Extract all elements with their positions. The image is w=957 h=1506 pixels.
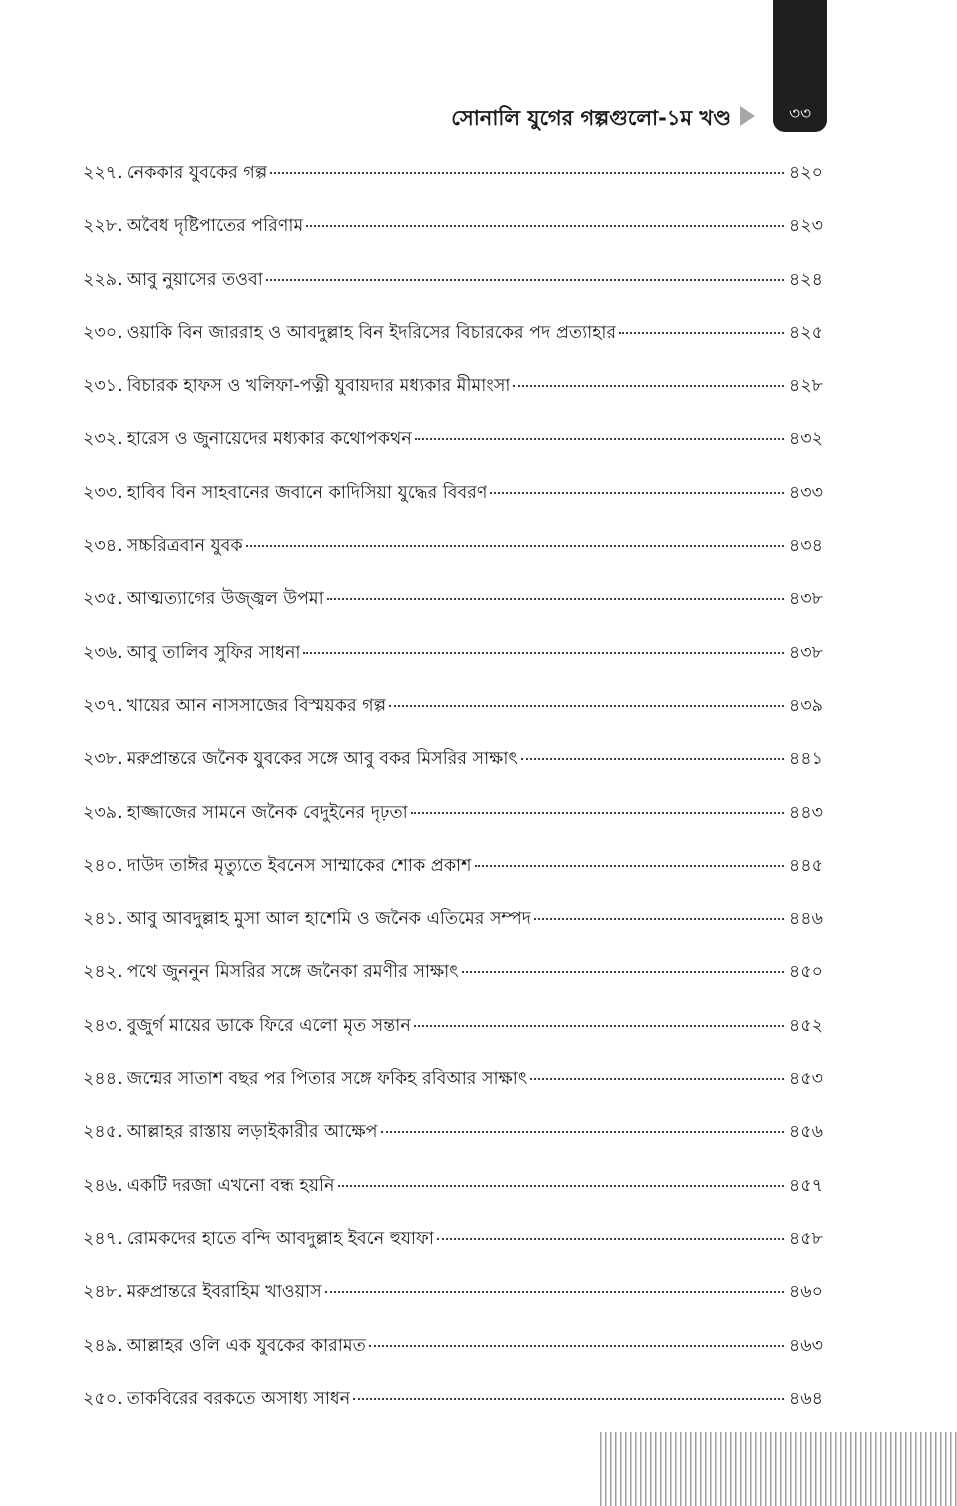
dot-leader — [513, 385, 783, 387]
table-of-contents — [83, 158, 823, 1437]
dot-leader — [246, 545, 784, 547]
dot-leader — [270, 172, 784, 174]
page-number-tab — [773, 0, 827, 132]
toc-entry — [83, 744, 823, 797]
toc-entry-page: ৪৫৩ — [788, 1069, 823, 1090]
toc-entry-title: বিচারক হাফস ও খলিফা-পত্নী যুবায়দার মধ্যকার মীমাংসা — [126, 376, 511, 397]
toc-entry-title: বুজুর্গ মায়ের ডাকে ফিরে এলো মৃত সন্তান — [126, 1015, 411, 1036]
toc-entry-number: ২৪১. — [83, 909, 123, 930]
toc-entry-title: ওয়াকি বিন জাররাহ ও আবদুল্লাহ বিন ইদরিসের বিচারকের পদ প্রত্যাহার — [126, 322, 617, 343]
toc-entry — [83, 265, 823, 318]
toc-entry-number: ২৪৭. — [83, 1228, 123, 1249]
dot-leader — [306, 225, 784, 227]
toc-entry-page: ৪৬০ — [788, 1282, 823, 1303]
toc-entry-page: ৪৩২ — [788, 429, 823, 450]
toc-entry-number: ২৩৯. — [83, 802, 123, 823]
toc-entry-number: ২৩১. — [83, 376, 123, 397]
toc-entry-number: ২২৯. — [83, 269, 123, 290]
toc-entry-title: আবু তালিব সুফির সাধনা — [126, 642, 301, 663]
dot-leader — [266, 279, 784, 281]
toc-entry — [83, 318, 823, 371]
toc-entry-page: ৪৩৮ — [788, 642, 823, 663]
toc-entry-number: ২২৮. — [83, 216, 123, 237]
toc-entry — [83, 1224, 823, 1277]
toc-entry-page: ৪৫২ — [788, 1015, 823, 1036]
toc-entry-page: ৪৫৭ — [788, 1175, 823, 1196]
toc-entry-title: তাকবিরের বরকতে অসাধ্য সাধন — [126, 1388, 351, 1409]
toc-entry-page: ৪৬৪ — [788, 1388, 823, 1409]
dot-leader — [534, 918, 784, 920]
toc-entry-title: নেককার যুবকের গল্প — [126, 163, 268, 183]
toc-entry-page: ৪৪৫ — [788, 855, 823, 876]
dot-leader — [530, 1078, 784, 1080]
dot-leader — [411, 812, 784, 814]
play-arrow-icon — [740, 106, 755, 126]
toc-entry-title: আবু নুয়াসের তওবা — [126, 269, 263, 290]
toc-entry — [83, 584, 823, 637]
page-number: ৩৩ — [788, 104, 812, 124]
toc-entry-page: ৪৬৩ — [788, 1335, 823, 1356]
toc-entry — [83, 638, 823, 691]
toc-entry — [83, 1171, 823, 1224]
toc-entry-page: ৪৩৯ — [788, 695, 823, 716]
toc-entry-page: ৪২৩ — [788, 216, 823, 237]
toc-entry — [83, 531, 823, 584]
toc-entry-number: ২৩৩. — [83, 482, 123, 503]
toc-entry — [83, 1277, 823, 1330]
toc-entry-title: পথে জুননুন মিসরির সঙ্গে জনৈকা রমণীর সাক্ষাৎ — [126, 962, 459, 983]
toc-entry-title: হাজ্জাজের সামনে জনৈক বেদুইনের দৃঢ়তা — [126, 802, 408, 823]
toc-entry — [83, 904, 823, 957]
toc-entry-number: ২৪২. — [83, 962, 123, 983]
toc-entry-number: ২৪৯. — [83, 1335, 123, 1356]
toc-entry-number: ২৪০. — [83, 855, 123, 876]
toc-entry — [83, 158, 823, 211]
dot-leader — [414, 1025, 784, 1027]
toc-entry-title: দাউদ তাঈর মৃত্যুতে ইবনেস সাম্মাকের শোক প্রকাশ — [126, 855, 472, 876]
toc-entry-title: একটি দরজা এখনো বন্ধ হয়নি — [126, 1175, 335, 1196]
toc-entry-number: ২৪৩. — [83, 1015, 123, 1036]
toc-entry-title: আল্লাহর রাস্তায় লড়াইকারীর আক্ষেপ — [126, 1122, 378, 1143]
toc-entry-page: ৪৩৩ — [788, 482, 823, 503]
toc-entry — [83, 1011, 823, 1064]
toc-entry-page: ৪৪৩ — [788, 802, 823, 823]
toc-entry — [83, 798, 823, 851]
toc-entry-number: ২৪৮. — [83, 1282, 123, 1303]
toc-entry-page: ৪৫৬ — [788, 1122, 823, 1143]
toc-entry-number: ২৪৪. — [83, 1069, 123, 1090]
dot-leader — [303, 652, 783, 654]
toc-entry-page: ৪৩৪ — [788, 536, 823, 557]
toc-entry — [83, 957, 823, 1010]
toc-entry — [83, 1384, 823, 1437]
toc-entry-number: ২৩৬. — [83, 642, 123, 663]
dot-leader — [381, 1131, 784, 1133]
dot-leader — [462, 971, 784, 973]
toc-entry-page: ৪৩৮ — [788, 589, 823, 610]
toc-entry-page: ৪৫৮ — [788, 1228, 823, 1249]
toc-entry-number: ২৩৪. — [83, 536, 123, 557]
toc-entry-title: মরুপ্রান্তরে জনৈক যুবকের সঙ্গে আবু বকর মিসরির সাক্ষাৎ — [126, 749, 518, 770]
dot-leader — [327, 598, 784, 600]
toc-entry-page: ৪২০ — [788, 163, 823, 183]
toc-entry-title: জন্মের সাতাশ বছর পর পিতার সঙ্গে ফকিহ রবিআর সাক্ষাৎ — [126, 1069, 528, 1090]
dot-leader — [415, 438, 784, 440]
toc-entry-number: ২৪৫. — [83, 1122, 123, 1143]
toc-entry — [83, 371, 823, 424]
dot-leader — [353, 1398, 784, 1400]
dot-leader — [475, 865, 784, 867]
dot-leader — [369, 1345, 784, 1347]
toc-entry-title: আল্লাহর ওলি এক যুবকের কারামত — [126, 1335, 366, 1356]
toc-entry-page: ৪২৮ — [788, 376, 823, 397]
dot-leader — [521, 758, 784, 760]
toc-entry-page: ৪২৫ — [788, 322, 823, 343]
toc-entry-page: ৪৪১ — [788, 749, 823, 770]
toc-entry — [83, 211, 823, 264]
toc-entry — [83, 851, 823, 904]
toc-entry-title: খায়ের আন নাসসাজের বিস্ময়কর গল্প — [126, 695, 387, 716]
toc-entry — [83, 478, 823, 531]
toc-entry — [83, 691, 823, 744]
toc-entry-number: ২৫০. — [83, 1388, 123, 1409]
toc-entry-page: ৪৫০ — [788, 962, 823, 983]
toc-entry-number: ২৩০. — [83, 322, 123, 343]
toc-entry — [83, 1117, 823, 1170]
toc-entry-title: আবু আবদুল্লাহ মুসা আল হাশেমি ও জনৈক এতিমের সম্পদ — [126, 909, 531, 930]
toc-entry-number: ২৩৭. — [83, 695, 123, 716]
running-header-title: সোনালি যুগের গল্পগুলো-১ম খণ্ড — [451, 106, 731, 130]
toc-entry-page: ৪৪৬ — [788, 909, 823, 930]
toc-entry-number: ২৩২. — [83, 429, 123, 450]
dot-leader — [338, 1185, 784, 1187]
toc-entry-number: ২৩৫. — [83, 589, 123, 610]
toc-entry-title: সচ্চরিত্রবান যুবক — [126, 536, 243, 557]
toc-entry — [83, 1064, 823, 1117]
toc-entry-page: ৪২৪ — [788, 269, 823, 290]
toc-entry-number: ২৪৬. — [83, 1175, 123, 1196]
dot-leader — [619, 332, 784, 334]
toc-entry — [83, 1331, 823, 1384]
toc-entry-title: রোমকদের হাতে বন্দি আবদুল্লাহ ইবনে হুযাফা — [126, 1228, 434, 1249]
toc-entry-title: অবৈধ দৃষ্টিপাতের পরিণাম — [126, 216, 304, 237]
toc-entry-title: হারেস ও জুনায়েদের মধ্যকার কথোপকথন — [126, 429, 412, 450]
toc-entry-number: ২৩৮. — [83, 749, 123, 770]
dot-leader — [325, 1291, 784, 1293]
toc-entry-title: মরুপ্রান্তরে ইবরাহিম খাওয়াস — [126, 1282, 322, 1303]
dot-leader — [437, 1238, 784, 1240]
toc-entry-number: ২২৭. — [83, 163, 123, 183]
decorative-stripes — [600, 1432, 957, 1506]
toc-entry — [83, 424, 823, 477]
toc-entry-title: হাবিব বিন সাহবানের জবানে কাদিসিয়া যুদ্ধের বিবরণ — [126, 482, 488, 503]
dot-leader — [389, 705, 784, 707]
toc-entry-title: আত্মত্যাগের উজ্জ্বল উপমা — [126, 589, 324, 610]
dot-leader — [490, 492, 783, 494]
